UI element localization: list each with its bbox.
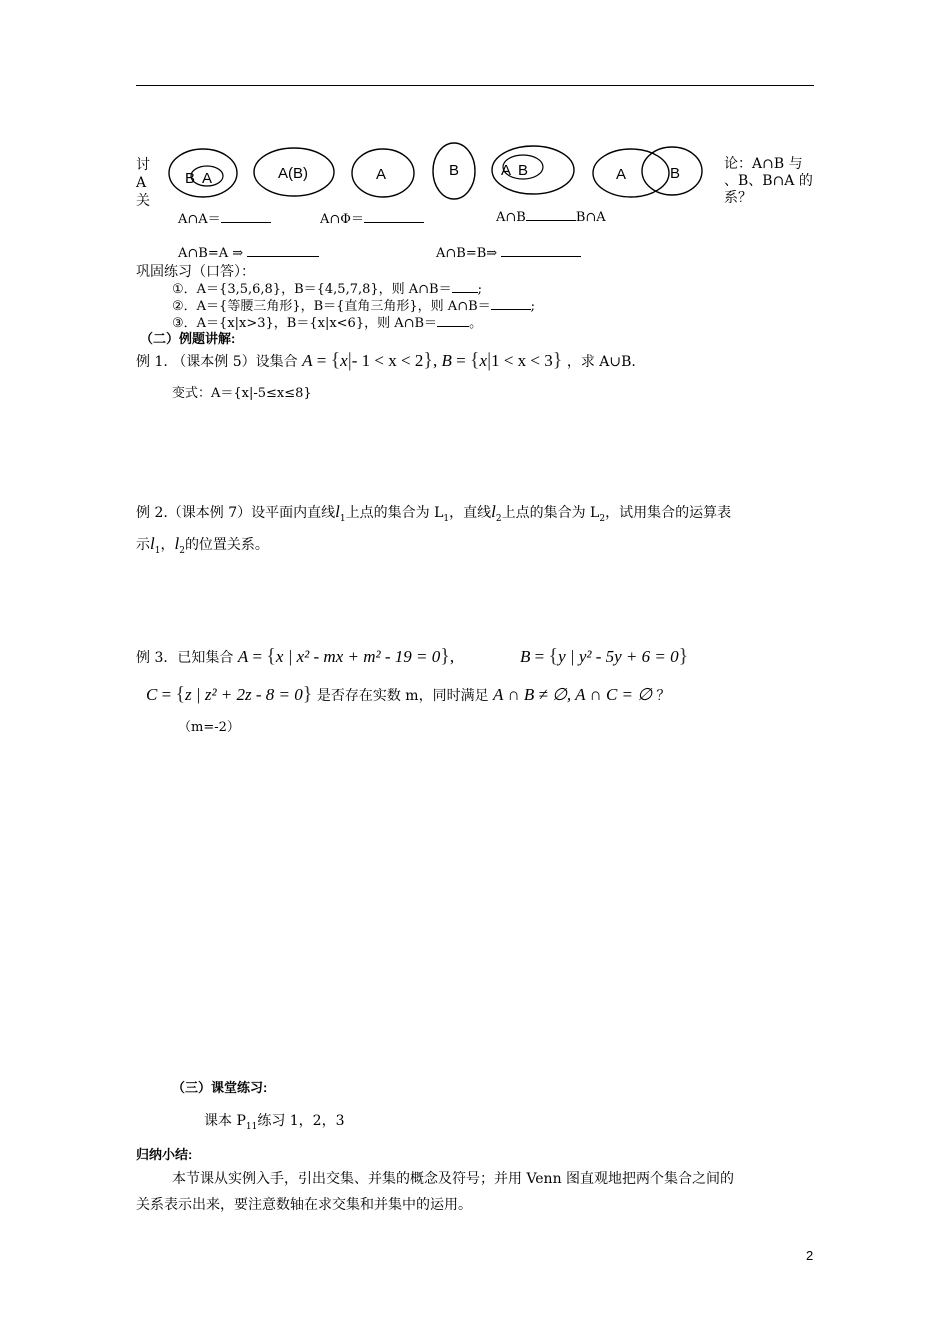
answer-blank[interactable] (437, 314, 469, 327)
answer-blank[interactable] (452, 280, 478, 293)
subscript: 1 (339, 513, 346, 524)
example-text: 例 2.（课本例 7）设平面内直线 (136, 505, 336, 521)
answer-blank[interactable] (491, 297, 531, 310)
venn-label: B (518, 162, 529, 179)
example-3: 例 3．已知集合 A = {x | x² - mx + m² - 19 = 0}, (136, 645, 455, 667)
practice-text: ③．A＝{x|x>3}，B＝{x|x<6}，则 A∩B＝ (172, 316, 438, 331)
venn-overlapping (593, 147, 702, 197)
fill-expr: A∩B (496, 210, 526, 225)
set-condition: 1 < x < 3 (491, 351, 553, 370)
page-number: 2 (806, 1248, 814, 1263)
practice-text: ①．A＝{3,5,6,8}，B＝{4,5,7,8}，则 A∩B＝ (172, 282, 452, 297)
set-expression: y | y² - 5y + 6 = 0 (558, 647, 679, 666)
subscript: 2 (179, 545, 185, 556)
discussion-right-column (724, 156, 813, 207)
section-heading: （二）例题讲解: (140, 331, 236, 346)
practice-heading: 巩固练习（口答）： (136, 264, 255, 280)
discussion-right-line: 、B、B∩A 的 (724, 173, 813, 189)
fill-expr: B∩A (575, 210, 606, 225)
example-1-variant: 变式：A＝{x|-5≤x≤8} (172, 386, 312, 401)
subscript: 2 (599, 513, 606, 524)
subscript: 1 (154, 545, 161, 556)
example-text: ？ (656, 688, 671, 704)
header-rule (136, 85, 814, 86)
venn-label: A (616, 166, 627, 183)
example-text: 例 3．已知集合 (136, 650, 234, 666)
summary-heading: 归纳小结: (136, 1147, 193, 1162)
set-name: B (441, 351, 452, 370)
subscript: 11 (245, 1121, 258, 1132)
venn-label: A (202, 170, 213, 187)
answer-blank[interactable] (501, 244, 581, 257)
example-text: 是否存在实数 m，同时满足 (316, 688, 489, 704)
venn-label: B (449, 162, 460, 179)
classroom-exercise (204, 1110, 345, 1132)
example-text: ，试用集合的运算表 (605, 505, 732, 521)
example-text: ，直线 (449, 505, 492, 521)
exercise-text: 练习 1，2，3 (257, 1113, 345, 1129)
set-name: C (146, 685, 158, 704)
discussion-left-line: 关 (136, 193, 150, 209)
example-3-answer: （m=-2） (178, 720, 240, 735)
venn-diagrams (160, 140, 730, 210)
set-var: x (340, 351, 348, 370)
venn-label: B (185, 170, 196, 187)
line-symbol: l (491, 502, 496, 521)
answer-blank[interactable] (364, 210, 424, 223)
example-text: 示 (136, 537, 150, 553)
practice-text: ; (530, 299, 536, 314)
example-text: 例 1. （课本例 5）设集合 (136, 354, 298, 370)
example-text: 的位置关系。 (184, 537, 269, 553)
fill-row-2 (178, 244, 319, 261)
line-symbol: l (335, 502, 340, 521)
set-expression: x | x² - mx + m² - 19 = 0 (275, 647, 441, 666)
venn-a-contains-b (492, 146, 574, 194)
fill-expr: A∩A＝ (178, 212, 221, 227)
venn-label: A (501, 162, 512, 179)
discussion-right-line: 系？ (724, 190, 752, 206)
example-1: 例 1. （课本例 5）设集合 A = {x|- 1 < x < 2}, B = {x|1 < x < 3} ，求 A∪B. (136, 349, 636, 371)
line-symbol: l (174, 534, 180, 553)
exercise-text: 课本 P (204, 1113, 246, 1129)
discussion-right-line: 论：A∩B 与 (724, 156, 803, 172)
answer-blank[interactable] (221, 210, 271, 223)
answer-blank[interactable] (526, 208, 576, 221)
section-heading: （三）课堂练习: (172, 1080, 268, 1095)
set-var: x (479, 351, 488, 370)
set-expression: z | z² + 2z - 8 = 0 (185, 685, 303, 704)
venn-label: A (376, 166, 387, 183)
subscript: 2 (495, 513, 502, 524)
example-2 (136, 498, 731, 533)
summary-line: 关系表示出来，要注意数轴在求交集和并集中的运用。 (136, 1197, 472, 1213)
set-name: B (520, 647, 531, 666)
example-3-line2: C = {z | z² + 2z - 8 = 0} 是否存在实数 m，同时满足 A ∩ B ≠ ∅, A ∩ C = ∅ ？ (146, 683, 671, 705)
venn-disjoint (352, 143, 475, 199)
condition-expression: A ∩ B ≠ ∅, A ∩ C = ∅ (493, 685, 653, 704)
fill-row-1c (496, 208, 606, 225)
summary-line: 本节课从实例入手，引出交集、并集的概念及符号；并用 Venn 图直观地把两个集合之间的 (172, 1171, 735, 1187)
set-name: A (237, 647, 249, 666)
example-text: 上点的集合为 L (345, 505, 444, 521)
fill-expr: A∩B=A ⇒ (178, 246, 244, 261)
venn-a-equals-b (254, 148, 334, 196)
example-text: 上点的集合为 L (501, 505, 600, 521)
venn-label: B (670, 165, 681, 182)
example-text: ，求 A∪B. (566, 354, 636, 370)
fill-row-1 (178, 208, 271, 227)
fill-row-2b (436, 244, 581, 261)
discussion-left-line: 讨 (136, 157, 150, 173)
discussion-left-column (136, 156, 150, 210)
example-text: ， (160, 537, 175, 553)
fill-expr: A∩B=B⇒ (436, 246, 498, 261)
practice-text: ②．A＝{等腰三角形}，B＝{直角三角形}，则 A∩B＝ (172, 299, 491, 314)
practice-text: ; (477, 282, 482, 297)
set-name: A (302, 351, 313, 370)
venn-label: A(B) (278, 165, 308, 182)
fill-expr: A∩Φ＝ (320, 212, 364, 227)
discussion-left-line: A (136, 175, 147, 191)
example-3-setB: B = {y | y² - 5y + 6 = 0} (520, 645, 689, 667)
set-condition: - 1 < x < 2 (351, 351, 424, 370)
example-2-line2 (136, 530, 269, 565)
fill-row-1b (320, 208, 424, 227)
line-symbol: l (150, 534, 155, 553)
answer-blank[interactable] (247, 244, 319, 257)
venn-b-contains-a (169, 149, 237, 197)
practice-text: 。 (469, 316, 483, 331)
subscript: 1 (443, 513, 450, 524)
